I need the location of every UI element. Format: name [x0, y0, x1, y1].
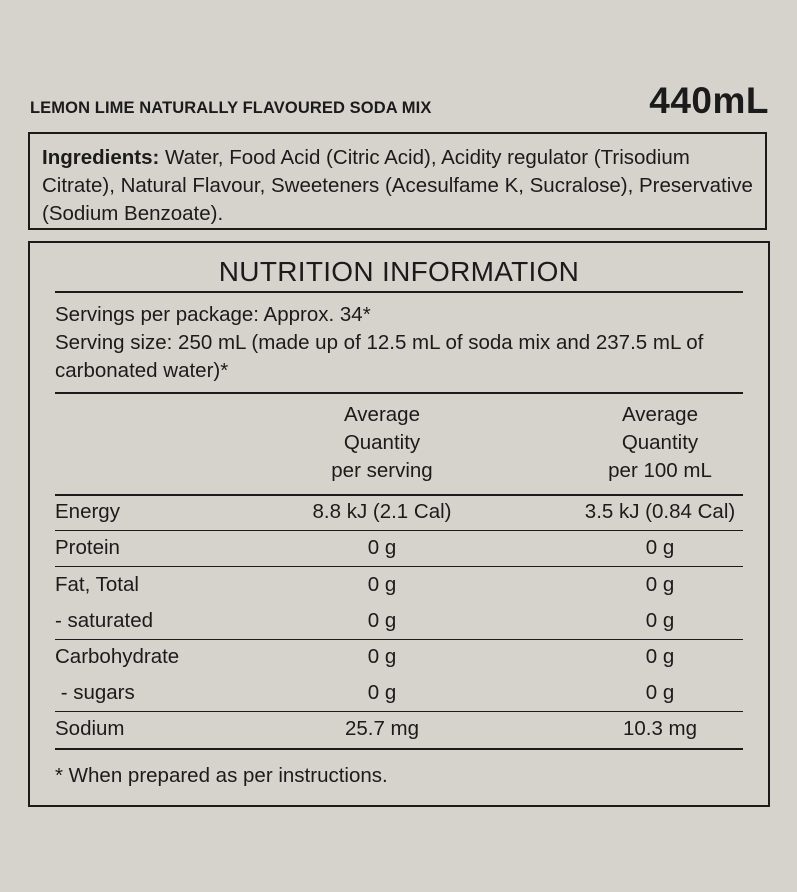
row-value-per-100ml: 0 g	[645, 536, 675, 559]
row-value-per-100ml: 0 g	[645, 681, 675, 704]
divider	[55, 494, 743, 496]
column-header-per-serving	[272, 401, 492, 485]
row-label-sugars: - sugars	[55, 681, 135, 704]
footnote: * When prepared as per instructions.	[55, 764, 388, 787]
ingredients-label: Ingredients:	[42, 146, 160, 169]
row-value-per-serving: 8.8 kJ (2.1 Cal)	[312, 500, 452, 523]
row-value-per-100ml: 3.5 kJ (0.84 Cal)	[584, 500, 736, 523]
product-name: LEMON LIME NATURALLY FLAVOURED SODA MIX	[30, 99, 432, 117]
row-label-protein: Protein	[55, 536, 120, 559]
ingredients-text: Water, Food Acid (Citric Acid), Acidity regulator (Trisodium Citrate), Natural Flavour, Sweeteners (Acesulfame K, Sucralose), Preservative (Sodium Benzoate).	[42, 146, 753, 225]
column-header-line: per 100 mL	[608, 459, 712, 482]
divider	[55, 392, 743, 394]
divider	[55, 291, 743, 293]
serving-size: Serving size: 250 mL (made up of 12.5 mL of soda mix and 237.5 mL of carbonated water)*	[55, 331, 704, 382]
divider	[55, 748, 743, 750]
row-value-per-100ml: 0 g	[645, 609, 675, 632]
row-label-carbohydrate: Carbohydrate	[55, 645, 180, 668]
divider	[55, 639, 743, 640]
nutrition-panel	[28, 241, 770, 807]
column-header-line: per serving	[331, 459, 433, 482]
column-header-line: Average	[344, 403, 420, 426]
serving-info	[55, 301, 745, 385]
row-value-per-serving: 0 g	[367, 609, 397, 632]
row-value-per-serving: 0 g	[367, 536, 397, 559]
column-header-line: Quantity	[343, 431, 421, 454]
row-value-per-100ml: 10.3 mg	[622, 717, 698, 740]
row-label-energy: Energy	[55, 500, 120, 523]
column-header-line: Average	[622, 403, 698, 426]
row-value-per-serving: 0 g	[367, 681, 397, 704]
divider	[55, 530, 743, 531]
row-value-per-serving: 0 g	[367, 573, 397, 596]
servings-per-package: Servings per package: Approx. 34*	[55, 303, 371, 326]
row-value-per-100ml: 0 g	[645, 645, 675, 668]
volume-label: 440mL	[649, 80, 769, 121]
row-value-per-100ml: 0 g	[645, 573, 675, 596]
column-header-line: Quantity	[621, 431, 699, 454]
divider	[55, 566, 743, 567]
nutrition-title: NUTRITION INFORMATION	[218, 256, 580, 287]
row-value-per-serving: 0 g	[367, 645, 397, 668]
divider	[55, 711, 743, 712]
row-label-saturated: - saturated	[55, 609, 153, 632]
column-header-per-100ml	[550, 401, 770, 485]
row-label-fat-total: Fat, Total	[55, 573, 139, 596]
row-label-sodium: Sodium	[55, 717, 125, 740]
row-value-per-serving: 25.7 mg	[344, 717, 420, 740]
ingredients-panel	[28, 132, 767, 230]
